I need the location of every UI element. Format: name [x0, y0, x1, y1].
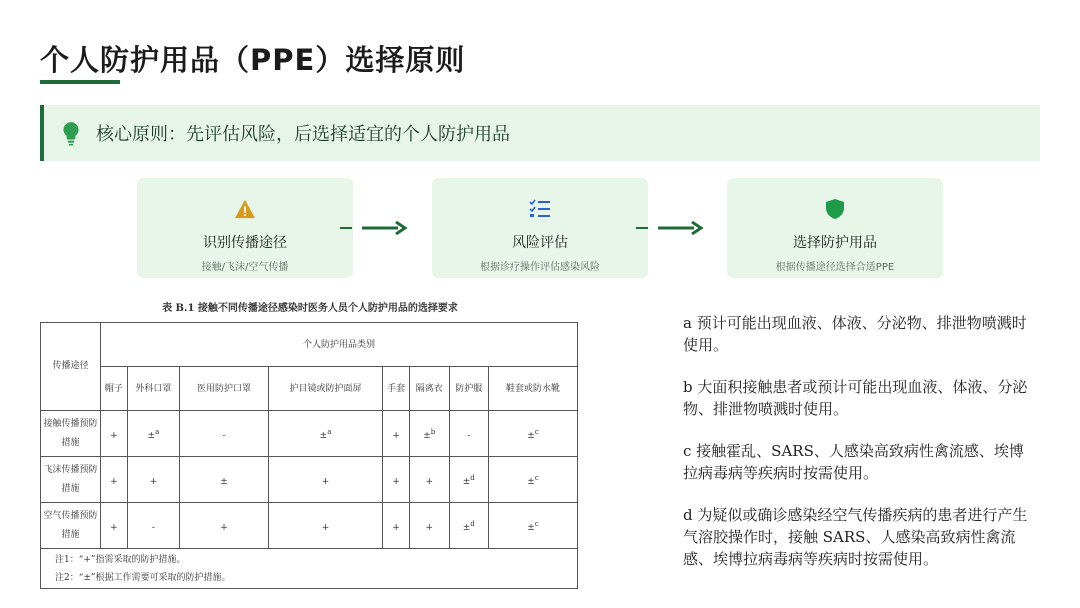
core-principle-text: 核心原则：先评估风险，后选择适宜的个人防护用品 — [96, 124, 510, 145]
table-cell: ±$^b$ — [410, 411, 450, 457]
table-cell: ± — [180, 457, 269, 503]
table-cell: ±$^a$ — [127, 411, 179, 457]
table-caption: 表 B.1 接触不同传播途径感染时医务人员个人防护用品的选择要求 — [162, 303, 458, 314]
footnote-b: b 大面积接触患者或预计可能出现血液、体液、分泌物、排泄物喷溅时使用。 — [683, 378, 1028, 418]
footnotes-panel — [683, 312, 1035, 590]
flow-step-subtitle: 根据诊疗操作评估感染风险 — [480, 262, 600, 273]
flow-step-risk — [432, 178, 648, 278]
route-label: 飞沫传播预防措施 — [41, 457, 101, 503]
checklist-icon — [529, 199, 551, 219]
flow-step-subtitle: 接触/飞沫/空气传播 — [201, 262, 289, 273]
lightbulb-icon — [58, 120, 84, 146]
warning-icon — [234, 199, 256, 219]
arrow-right-icon — [340, 220, 410, 236]
core-principle-banner — [40, 105, 1040, 161]
table-cell: - — [449, 411, 489, 457]
table-note: 注1：“+”指需采取的防护措施。 — [55, 554, 186, 565]
table-row — [41, 503, 578, 549]
table-cell: + — [101, 457, 128, 503]
route-label: 空气传播预防措施 — [41, 503, 101, 549]
table-cell: ±$^d$ — [449, 457, 489, 503]
flow-step-identify — [137, 178, 353, 278]
table-cell: + — [127, 457, 179, 503]
flow-step-select — [727, 178, 943, 278]
table-row — [41, 457, 578, 503]
footnote-a: a 预计可能出现血液、体液、分泌物、排泄物喷溅时使用。 — [683, 314, 1027, 354]
flow-step-title: 选择防护用品 — [793, 235, 877, 251]
arrow-right-icon — [636, 220, 706, 236]
column-header: 隔离衣 — [410, 367, 450, 411]
footnote-d: d 为疑似或确诊感染经空气传播疾病的患者进行产生气溶胶操作时，接触 SARS、人感染高致病性禽流感、埃博拉病毒病等疾病时按需使用。 — [683, 506, 1028, 568]
table-cell: ±$^a$ — [268, 411, 382, 457]
table-note: 注2：“±”根据工作需要可采取的防护措施。 — [55, 572, 231, 583]
table-cell: + — [383, 503, 410, 549]
page-title: 个人防护用品（PPE）选择原则 — [40, 43, 466, 77]
table-notes — [41, 549, 578, 589]
table-cell: + — [383, 411, 410, 457]
column-header: 医用防护口罩 — [180, 367, 269, 411]
flow-step-title: 风险评估 — [512, 235, 568, 251]
table-cell: - — [180, 411, 269, 457]
table-cell: ±$^c$ — [489, 457, 578, 503]
table-cell: + — [268, 457, 382, 503]
shield-icon — [825, 198, 845, 220]
column-header: 鞋套或防水靴 — [489, 367, 578, 411]
route-label: 接触传播预防措施 — [41, 411, 101, 457]
table-cell: + — [101, 503, 128, 549]
table-cell: ±$^c$ — [489, 503, 578, 549]
flow-step-subtitle: 根据传播途径选择合适PPE — [775, 262, 895, 273]
route-header: 传播途径 — [41, 323, 101, 411]
flow-step-title: 识别传播途径 — [203, 235, 287, 251]
column-header: 防护服 — [449, 367, 489, 411]
category-header: 个人防护用品类别 — [101, 323, 578, 367]
column-header: 护目镜或防护面屏 — [268, 367, 382, 411]
column-header: 外科口罩 — [127, 367, 179, 411]
footnote-c: c 接触霍乱、SARS、人感染高致病性禽流感、埃博拉病毒病等疾病时按需使用。 — [683, 442, 1024, 482]
table-cell: + — [101, 411, 128, 457]
table-cell: - — [127, 503, 179, 549]
column-header: 帽子 — [101, 367, 128, 411]
table-cell: + — [410, 503, 450, 549]
ppe-selection-table — [40, 322, 578, 589]
column-header: 手套 — [383, 367, 410, 411]
table-cell: + — [410, 457, 450, 503]
table-cell: + — [180, 503, 269, 549]
table-cell: ±$^c$ — [489, 411, 578, 457]
title-underline — [40, 80, 120, 84]
table-cell: + — [268, 503, 382, 549]
table-row — [41, 411, 578, 457]
table-cell: ±$^d$ — [449, 503, 489, 549]
table-cell: + — [383, 457, 410, 503]
